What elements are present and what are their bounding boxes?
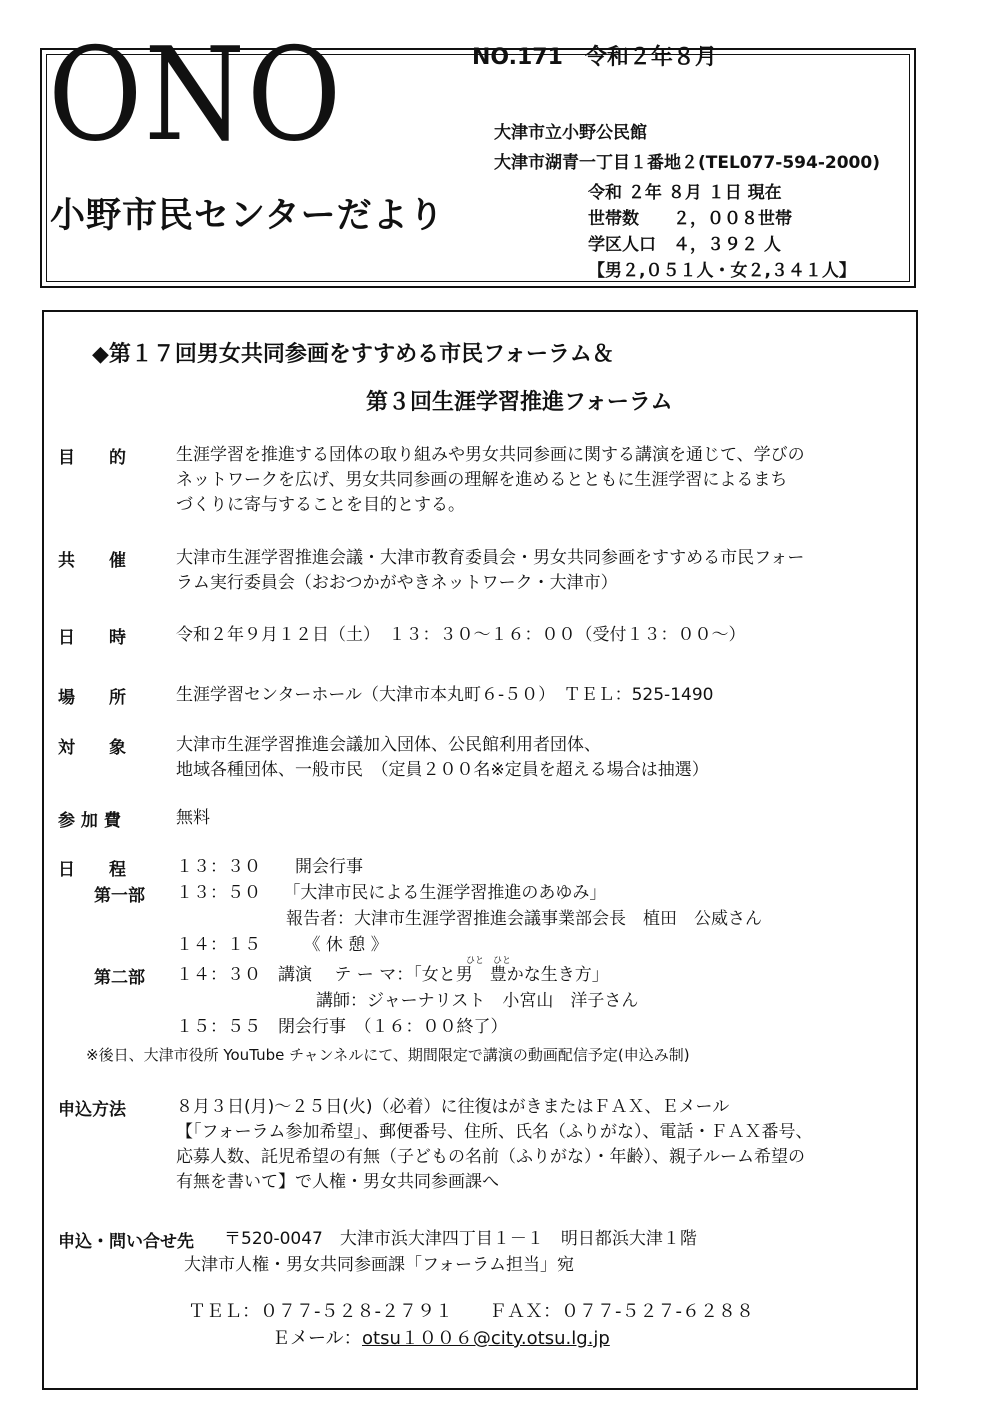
- event-title-line1: ◆第１７回男女共同参画をすすめる市民フォーラム＆: [92, 342, 614, 367]
- hosts-line: 大津市生涯学習推進会議・大津市教育委員会・男女共同参画をすすめる市民フォー: [176, 548, 805, 568]
- purpose-line: ネットワークを広げ、男女共同参画の理解を進めるとともに生涯学習によるまち: [176, 470, 788, 490]
- apply-line: 応募人数、託児希望の有無（子どもの名前（ふりがな）・年齢）、親子ルーム希望の: [176, 1147, 805, 1167]
- schedule-label: 日 程: [58, 860, 126, 880]
- issue-number: NO.171 令和２年８月: [472, 45, 717, 70]
- schedule-part1-label: 第一部: [94, 886, 145, 906]
- schedule-line: １５：５５ 閉会行事 （１６：００終了）: [176, 1017, 508, 1037]
- stats-breakdown: 【男２,０５１人・女２,３４１人】: [588, 261, 856, 281]
- schedule-line: １４：３０ 講演 テ ー マ：「女と男 豊かな生き方」: [176, 965, 609, 985]
- schedule-line: １３：３０ 開会行事: [176, 857, 363, 877]
- schedule-part2-label: 第二部: [94, 968, 145, 988]
- contact-email-link[interactable]: otsu１００６@city.otsu.lg.jp: [362, 1328, 610, 1349]
- contact-tel-fax: ＴＥＬ：０７７-５２８-２７９１ ＦＡＸ：０７７-５２７-６２８８: [188, 1301, 754, 1322]
- apply-line: ８月３日(月)～２５日(火)（必着）に往復はがきまたはＦＡＸ、Ｅメール: [176, 1097, 730, 1117]
- contact-email-label: Ｅメール：: [272, 1328, 362, 1349]
- schedule-line: 講師：ジャーナリスト 小宮山 洋子さん: [316, 991, 639, 1011]
- schedule-note: ※後日、大津市役所 YouTube チャンネルにて、期間限定で講演の動画配信予定(申込み制): [86, 1046, 690, 1064]
- purpose-line: づくりに寄与することを目的とする。: [176, 495, 465, 515]
- contact-label: 申込・問い合せ先: [58, 1232, 194, 1252]
- fee-text: 無料: [176, 808, 210, 828]
- newsletter-subtitle: 小野市民センターだより: [50, 196, 445, 236]
- event-title-line2: 第３回生涯学習推進フォーラム: [366, 390, 673, 415]
- datetime-text: 令和２年９月１２日（土） １３：３０～１６：００（受付１３：００～）: [176, 625, 746, 645]
- schedule-line: 報告者：大津市生涯学習推進会議事業部会長 植田 公威さん: [286, 909, 762, 929]
- stats-population: 学区人口 ４，３９２ 人: [588, 235, 781, 255]
- contact-address: 〒520-0047 大津市浜大津四丁目１－１ 明日都浜大津１階: [224, 1229, 697, 1249]
- stats-households: 世帯数 ２，００８世帯: [588, 209, 792, 229]
- ruby-reading: ひと ひと: [466, 956, 512, 966]
- fee-label: 参 加 費: [58, 811, 121, 831]
- schedule-line: １４：１５ 《 休 憩 》: [176, 935, 388, 955]
- hosts-line: ラム実行委員会（おおつかがやきネットワーク・大津市）: [176, 573, 618, 593]
- publisher-address: 大津市湖青一丁目１番地２(TEL077-594-2000): [494, 153, 880, 173]
- publisher: 大津市立小野公民館: [494, 123, 647, 143]
- target-line: 大津市生涯学習推進会議加入団体、公民館利用者団体、: [176, 735, 601, 755]
- purpose-label: 目 的: [58, 448, 126, 468]
- datetime-label: 日 時: [58, 628, 126, 648]
- apply-line: 有無を書いて】で人権・男女共同参画課へ: [176, 1172, 499, 1192]
- venue-text: 生涯学習センターホール（大津市本丸町６-５０） ＴＥＬ：525-1490: [176, 685, 714, 705]
- target-label: 対 象: [58, 738, 126, 758]
- contact-department: 大津市人権・男女共同参画課「フォーラム担当」宛: [184, 1255, 574, 1275]
- apply-line: 【「フォーラム参加希望」、郵便番号、住所、氏名（ふりがな）、電話・ＦＡＸ番号、: [176, 1122, 813, 1142]
- venue-label: 場 所: [58, 688, 126, 708]
- hosts-label: 共 催: [58, 551, 126, 571]
- target-line: 地域各種団体、一般市民 （定員２００名※定員を超える場合は抽選）: [176, 760, 709, 780]
- apply-label: 申込方法: [58, 1100, 126, 1120]
- schedule-line: １３：５０ 「大津市民による生涯学習推進のあゆみ」: [176, 883, 607, 903]
- stats-date: 令和 ２年 ８月 １日 現在: [588, 183, 782, 203]
- masthead-title: ONO: [48, 21, 344, 170]
- purpose-line: 生涯学習を推進する団体の取り組みや男女共同参画に関する講演を通じて、学びの: [176, 445, 805, 465]
